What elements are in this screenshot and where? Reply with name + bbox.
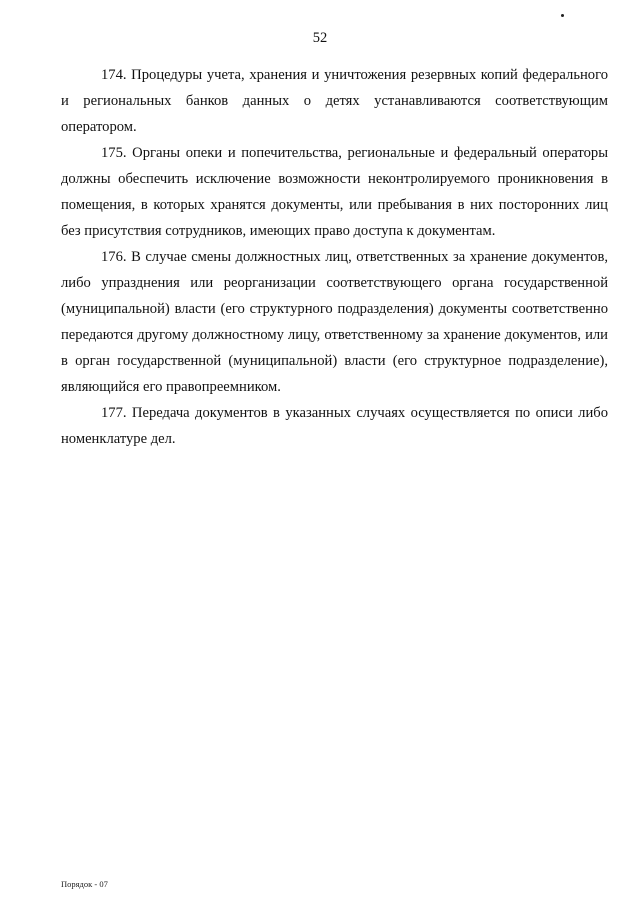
page-number: 52 [312,30,328,46]
paragraph-177: 177. Передача документов в указанных случаях осуществляется по описи либо номенклатуре дел. [61,405,608,447]
scan-speck [561,14,564,17]
paragraph-175: 175. Органы опеки и попечительства, региональные и федеральный операторы должны обеспечить исключение возможности неконтролируемого проникновения в помещения, в которых хранятся документы, или пребывания в них посторонних лиц без присутствия сотрудников, имеющих право доступа к документам. [61,145,608,239]
paragraph-174: 174. Процедуры учета, хранения и уничтожения резервных копий федерального и региональных банков данных о детях устанавливаются соответствующим оператором. [61,67,608,135]
footer-label: Порядок - 07 [61,879,108,889]
paragraph-176: 176. В случае смены должностных лиц, ответственных за хранение документов, либо упразднения или реорганизации соответствующего органа государственной (муниципальной) власти (его структурного подразделения) документы соответственно передаются другому должностному лицу, ответственному за хранение документов, или в орган государственной (муниципальной) власти (его структурное подразделение), являющийся его правопреемником. [61,249,608,395]
document-body [61,62,608,452]
